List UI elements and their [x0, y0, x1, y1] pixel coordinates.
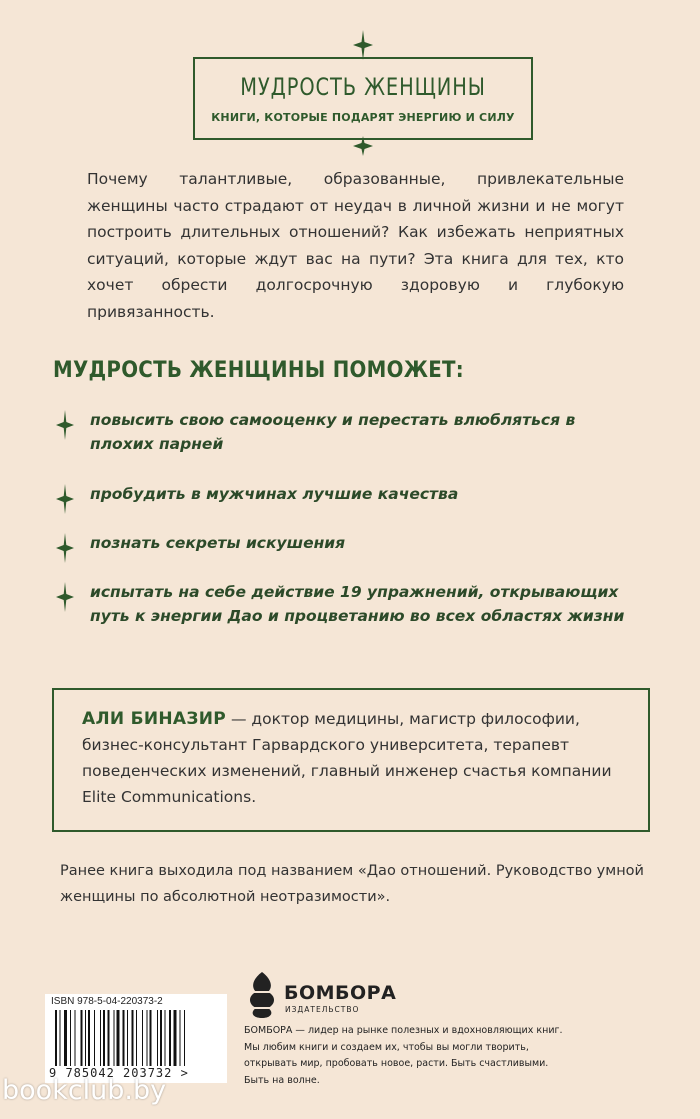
publisher-name: БОМБОРА [284, 982, 397, 1004]
isbn-label: ISBN 978-5-04-220373-2 [51, 996, 163, 1007]
barcode-bar [169, 1010, 171, 1066]
author-text [82, 706, 622, 810]
publisher-description: БОМБОРА — лидер на рынке полезных и вдохновляющих книг. Мы любим книги и создаем их, чтобы вы могли творить, открывать мир, пробовать новое, расти. Быть счастливыми. Быть на волне. [244, 1025, 563, 1086]
barcode-bar [85, 1010, 86, 1066]
barcode-bar [160, 1010, 162, 1066]
barcode-bar [157, 1010, 158, 1066]
barcode-bar [81, 1010, 83, 1066]
barcode-bar [180, 1010, 181, 1066]
barcode-digits: 9 785042 203732 > [49, 1066, 189, 1080]
barcode-bar [75, 1010, 76, 1066]
benefit-text: познать секреты искушения [90, 534, 346, 552]
previous-title-note: Ранее книга выходила под названием «Дао отношений. Руководство умной женщины по абсолютной неотразимости». [60, 863, 644, 905]
barcode-bar [100, 1010, 101, 1066]
barcode-bar [184, 1010, 185, 1066]
barcode-bars [55, 1010, 220, 1066]
barcode-bar [114, 1010, 115, 1066]
benefit-text: повысить свою самооценку и перестать влюбляться в плохих парней [90, 411, 576, 453]
sparkle-icon [56, 533, 74, 563]
bottom-ornament [353, 136, 373, 156]
watermark: bookclub.by [2, 1075, 167, 1106]
series-title: МУДРОСТЬ ЖЕНЩИНЫ [240, 73, 486, 101]
publisher-tag: ИЗДАТЕЛЬСТВО [285, 1005, 360, 1014]
barcode-bar [88, 1010, 90, 1066]
benefit-text: пробудить в мужчинах лучшие качества [90, 485, 459, 503]
barcode-bar [123, 1010, 125, 1066]
barcode-bar [64, 1010, 67, 1066]
barcode-bar [94, 1010, 95, 1066]
barcode-bar [147, 1010, 148, 1066]
barcode-bar [55, 1010, 57, 1066]
author-box [52, 688, 650, 832]
barcode-bar [117, 1010, 120, 1066]
intro-paragraph: Почему талантливые, образованные, привлекательные женщины часто страдают от неудач в личной жизни и не могут построить длительных отношений? Как избежать неприятных ситуаций, которые ждут вас на пути? Эта книга для тех, кто хочет обрести долгосрочную здоровую и глубокую привязанность. [87, 170, 624, 321]
author-name: АЛИ БИНАЗИР [82, 709, 227, 729]
barcode-bar [132, 1010, 134, 1066]
series-frame [193, 57, 533, 140]
sparkle-icon [56, 410, 74, 440]
barcode-bar [174, 1010, 177, 1066]
benefit-text: испытать на себе действие 19 упражнений, открывающих путь к энергии Дао и процветанию во всех областях жизни [90, 583, 625, 625]
publisher-logo-icon [244, 970, 280, 1020]
barcode-bar [70, 1010, 71, 1066]
barcode-bar [136, 1010, 137, 1066]
sparkle-icon [56, 582, 74, 612]
barcode-bar [142, 1010, 143, 1066]
barcode-bar [150, 1010, 152, 1066]
barcode-bar [103, 1010, 105, 1066]
barcode-bar [60, 1010, 61, 1066]
author-bio: — доктор медицины, магистр философии, бизнес-консультант Гарвардского университета, терапевт поведенческих изменений, главный инженер счастья компании Elite Communications. [82, 710, 612, 806]
barcode-bar [165, 1010, 166, 1066]
barcode [45, 994, 227, 1083]
barcode-bar [108, 1010, 110, 1066]
benefits-heading: МУДРОСТЬ ЖЕНЩИНЫ ПОМОЖЕТ: [53, 358, 464, 383]
series-subtitle: КНИГИ, КОТОРЫЕ ПОДАРЯТ ЭНЕРГИЮ И СИЛУ [211, 111, 515, 124]
barcode-bar [127, 1010, 128, 1066]
sparkle-icon [56, 484, 74, 514]
top-ornament [353, 30, 373, 60]
